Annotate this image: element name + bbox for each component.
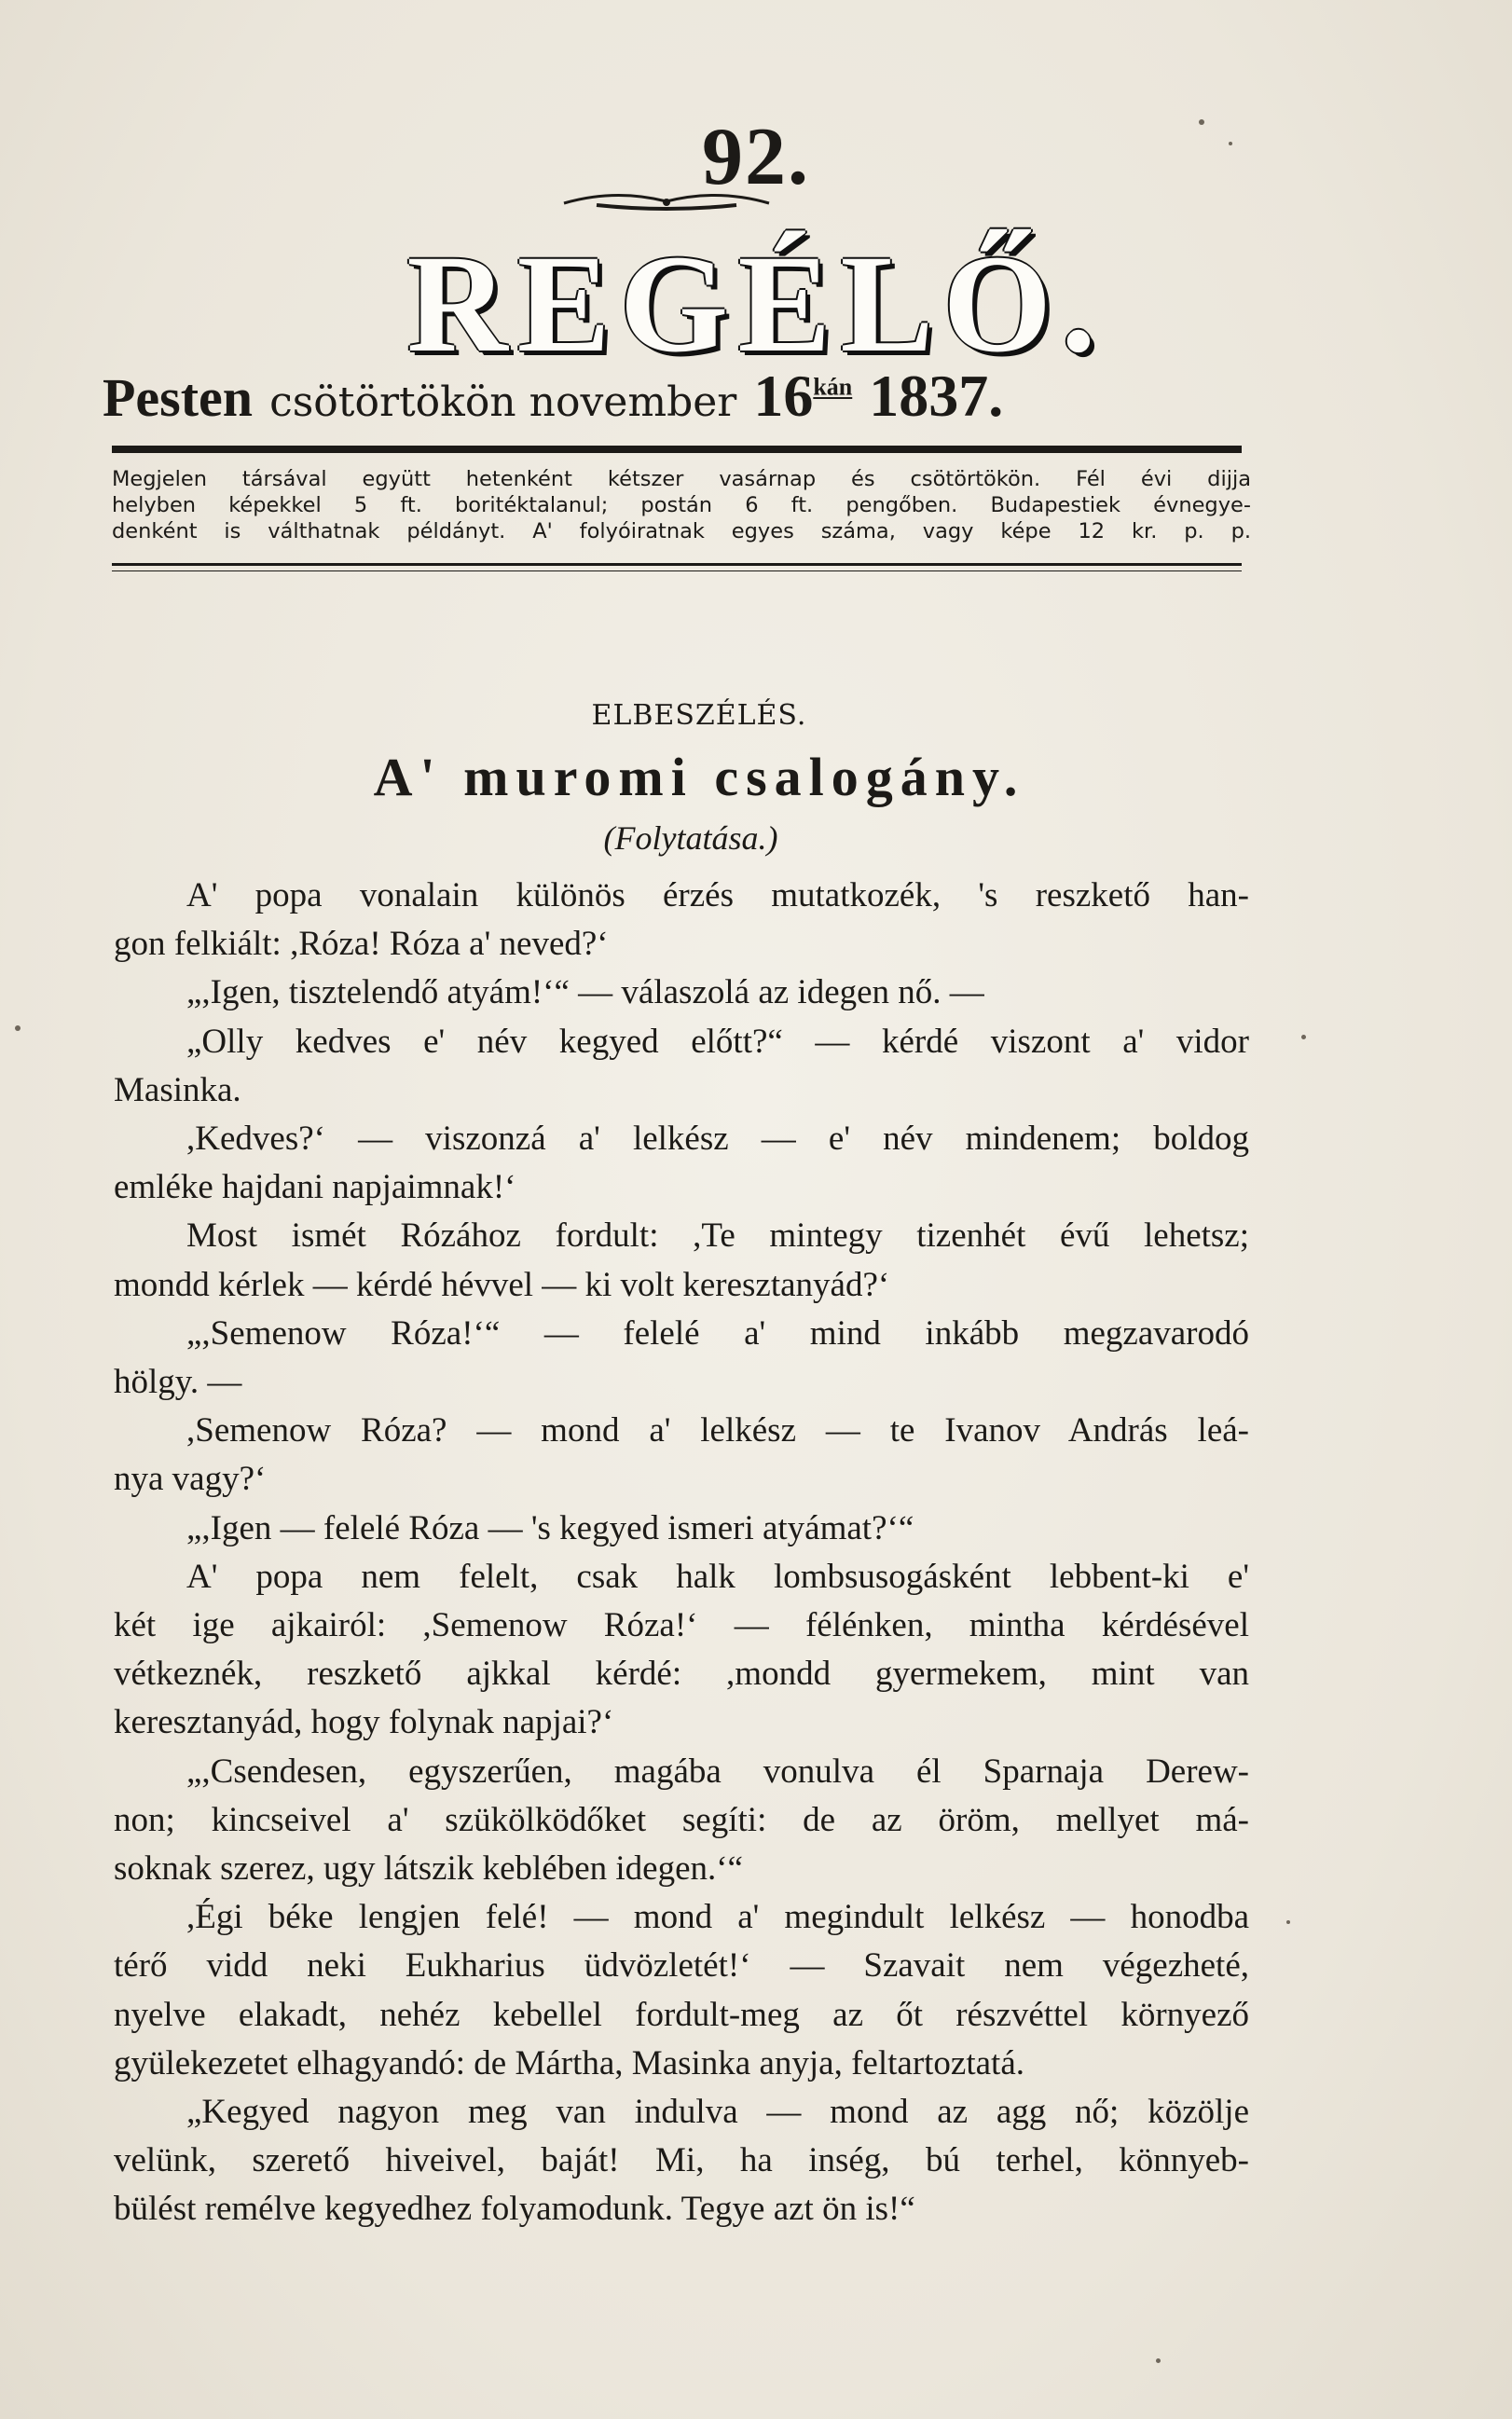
text-line: keresztanyád, hogy folynak napjai?‘	[114, 1703, 614, 1742]
notice-rule-thick	[112, 563, 1242, 566]
text-line: non; kincseivel a' szükölködőket segíti: de az öröm, mellyet má-	[114, 1800, 1249, 1839]
text-line: nyelve elakadt, nehéz kebellel fordult-meg az őt részvéttel környező	[114, 1995, 1249, 2034]
header-rule	[112, 446, 1242, 453]
dateline-city: Pesten	[103, 367, 254, 428]
title-flourish-ornament	[559, 186, 774, 214]
text-line: hölgy. —	[114, 1363, 242, 1402]
notice-line: helyben képekkel 5 ft. boritéktalanul; postán 6 ft. pengőben. Budapestiek évnegye-	[112, 493, 1251, 517]
issue-number: 92.	[702, 112, 810, 202]
notice-rule-thin	[112, 570, 1242, 571]
story-subtitle: (Folytatása.)	[603, 819, 778, 857]
text-line: vétkeznék, reszkető ajkkal kérdé: ,mondd gyermekem, mint van	[114, 1655, 1249, 1694]
text-line: gyülekezetet elhagyandó: de Mártha, Masinka anyja, feltartoztatá.	[114, 2043, 1024, 2082]
text-line: térő vidd neki Eukharius üdvözletét!‘ — Szavait nem végezheté,	[114, 1946, 1249, 1986]
story-title: A' muromi csalogány.	[373, 747, 1025, 807]
text-line: mondd kérlek — kérdé hévvel — ki volt keresztanyád?‘	[114, 1265, 890, 1304]
text-line: Most ismét Rózához fordult: ,Te mintegy tizenhét évű lehetsz;	[186, 1216, 1249, 1256]
text-line: „,Semenow Róza!‘“ — felelé a' mind inkább megzavarodó	[186, 1313, 1249, 1353]
text-line: A' popa nem felelt, csak halk lombsusogásként lebbent-ki e'	[186, 1557, 1249, 1596]
text-line: velünk, szerető hiveivel, baját! Mi, ha inség, bú terhel, könnyeb-	[114, 2141, 1249, 2180]
text-line: „,Igen — felelé Róza — 's kegyed ismeri atyámat?‘“	[186, 1508, 914, 1547]
article-body	[114, 872, 1249, 2234]
dateline-year: 1837.	[869, 363, 1004, 429]
dateline-day-month: csötörtökön november	[269, 378, 737, 426]
text-line: ,Égi béke lengjen felé! — mond a' megindult lelkész — honodba	[186, 1898, 1249, 1937]
text-line: „Kegyed nagyon meg van indulva — mond az agg nő; közölje	[186, 2093, 1249, 2132]
text-line: két ige ajkairól: ,Semenow Róza!‘ — félénken, mintha kérdésével	[114, 1606, 1249, 1645]
text-line: „Olly kedves e' név kegyed előtt?“ — kérdé viszont a' vidor	[186, 1022, 1249, 1061]
text-line: „,Igen, tisztelendő atyám!‘“ — válaszolá az idegen nő. —	[186, 973, 984, 1012]
dateline-day-suffix: kán	[813, 373, 853, 401]
text-line: ,Kedves?‘ — viszonzá a' lelkész — e' név mindenem; boldog	[186, 1120, 1249, 1159]
notice-line: denként is válthatnak példányt. A' folyóiratnak egyes száma, vagy képe 12 kr. p. p.	[112, 519, 1251, 543]
text-line: bülést remélve kegyedhez folyamodunk. Tegye azt ön is!“	[114, 2190, 915, 2229]
text-line: soknak szerez, ugy látszik keblében idegen.‘“	[114, 1849, 743, 1889]
notice-line: Megjelen társával együtt hetenként kétszer vasárnap és csötörtökön. Fél évi dijja	[112, 467, 1251, 491]
text-line: A' popa vonalain különös érzés mutatkozék, 's reszkető han-	[186, 876, 1249, 914]
dateline	[103, 362, 1409, 431]
masthead-title: REGÉLŐ.	[406, 227, 1106, 381]
text-line: emléke hajdani napjaimnak!‘	[114, 1168, 516, 1207]
text-line: „,Csendesen, egyszerűen, magába vonulva él Sparnaja Derew-	[186, 1752, 1249, 1791]
text-line: Masinka.	[114, 1070, 241, 1109]
text-line: ,Semenow Róza? — mond a' lelkész — te Ivanov András leá-	[186, 1411, 1249, 1450]
section-label: ELBESZÉLÉS.	[591, 699, 807, 732]
text-line: gon felkiált: ,Róza! Róza a' neved?‘	[114, 925, 609, 964]
dateline-day-number: 16	[753, 363, 814, 429]
dateline-day	[753, 362, 852, 431]
text-line: nya vagy?‘	[114, 1460, 267, 1499]
subscription-notice	[112, 466, 1251, 544]
